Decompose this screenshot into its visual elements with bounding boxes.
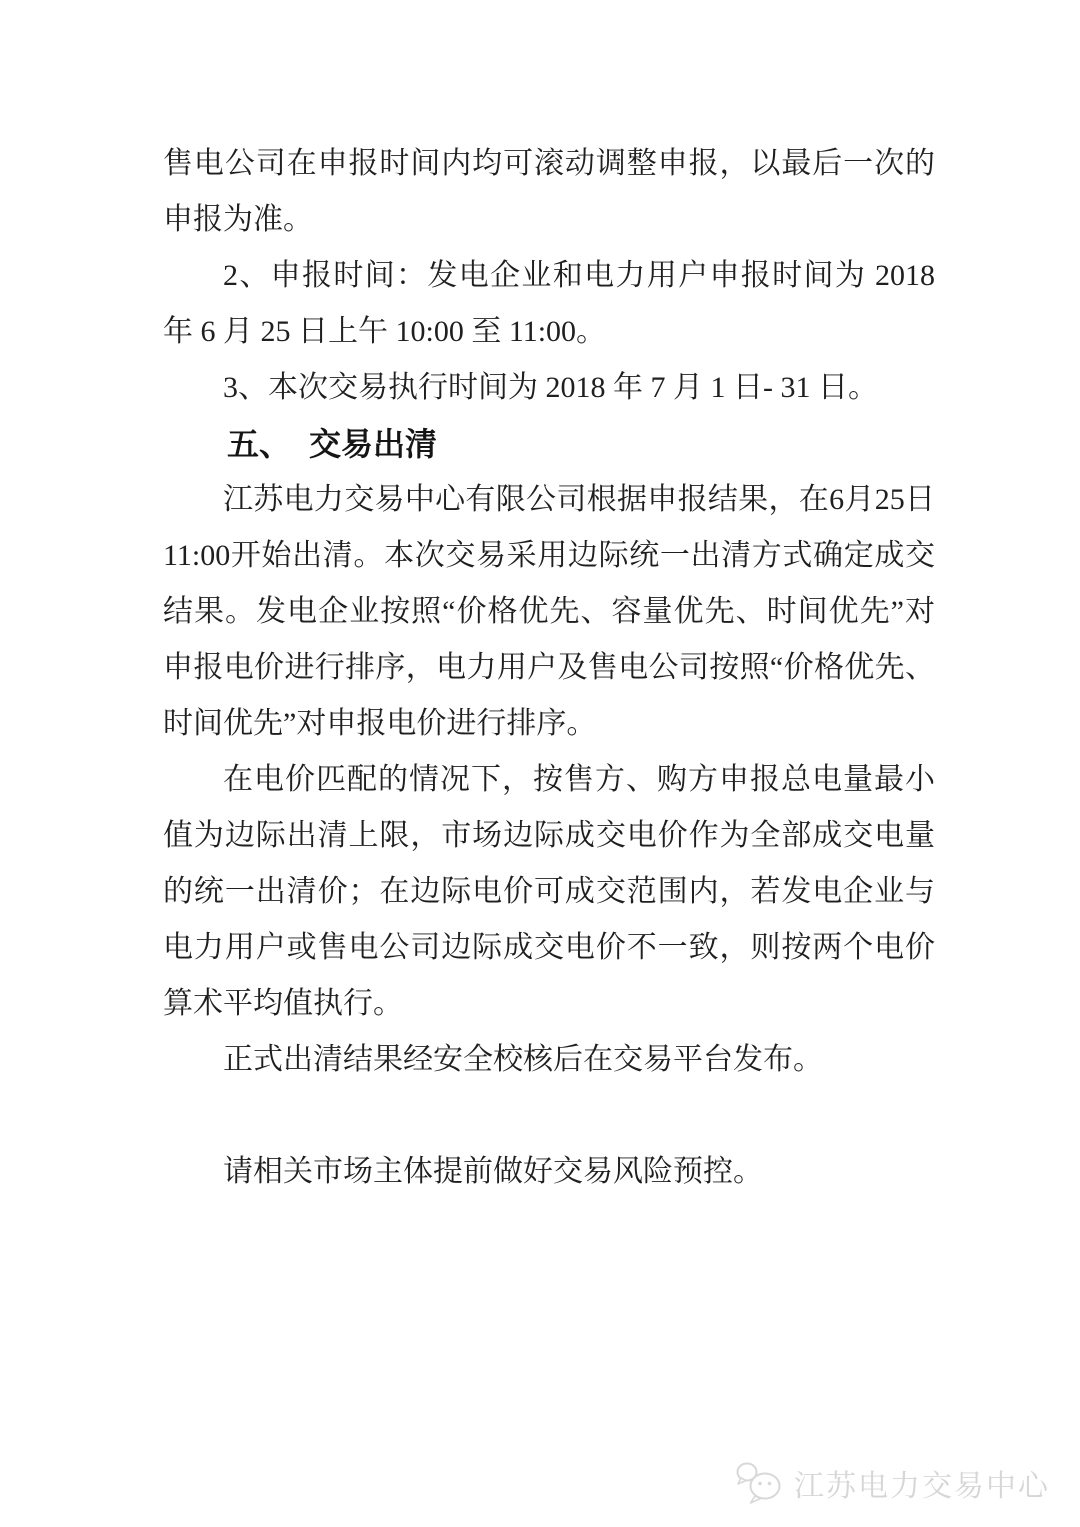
section-title: 交易出清 [309, 426, 438, 462]
section-heading-7-platform-login [163, 1200, 935, 1256]
paragraph-settlement: 请相关市场主体提前做好交易风险预控。 [223, 1155, 763, 1188]
paragraph-declaration-time: 2、申报时间：发电企业和电力用户申报时间为 2018 年 6 月 25 日上午 10:00 至 11:00。 [163, 259, 935, 348]
wechat-icon [734, 1461, 786, 1505]
section-heading-5-trade-clearing [163, 416, 935, 472]
paragraph-clearing-method: 江苏电力交易中心有限公司根据申报结果，在6月25日11:00开始出清。本次交易采用边际统一出清方式确定成交结果。发电企业按照“价格优先、容量优先、时间优先”对申报电价进行排序，电力用户及售电公司按照“价格优先、时间优先”对申报电价进行排序。 [163, 483, 935, 740]
paragraph-execution-time: 3、本次交易执行时间为 2018 年 7 月 1 日- 31 日。 [223, 371, 878, 404]
paragraph-continuation: 售电公司在申报时间内均可滚动调整申报，以最后一次的申报为准。 [163, 147, 935, 236]
section-number: 五、 [227, 426, 292, 462]
paragraph-price-matching: 在电价匹配的情况下，按售方、购方申报总电量最小值为边际出清上限，市场边际成交电价作为全部成交电量的统一出清价；在边际电价可成交范围内，若发电企业与电力用户或售电公司边际成交电价不一致，则按两个电价算术平均值执行。 [163, 763, 935, 1020]
watermark [734, 1461, 1050, 1505]
watermark-text: 江苏电力交易中心 [794, 1470, 1050, 1503]
paragraph-result-publish: 正式出清结果经安全校核后在交易平台发布。 [223, 1043, 823, 1076]
document-body [163, 136, 935, 1256]
section-heading-6-trade-execution [163, 1088, 935, 1144]
